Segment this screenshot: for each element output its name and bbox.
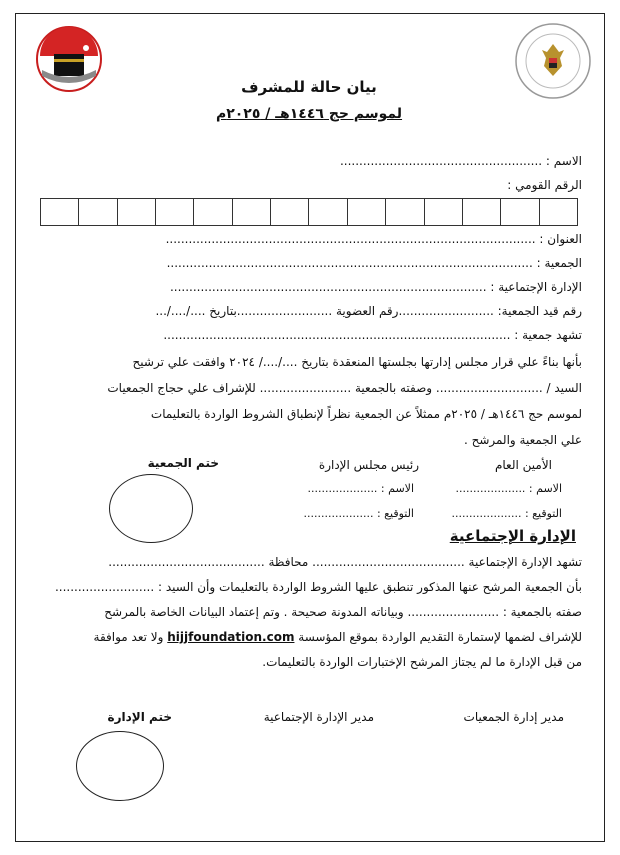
hajj-logo xyxy=(36,26,102,92)
address-field: العنوان : ................................................................................................. xyxy=(165,232,582,246)
id-cell xyxy=(232,199,270,225)
foundation-link[interactable]: hijjfoundation.com xyxy=(167,630,295,644)
association-field: الجمعية : ................................................................................................ xyxy=(166,256,582,270)
section2-line-4a: للإشراف لضمها لإستمارة التقديم الواردة بموقع المؤسسة xyxy=(298,630,582,644)
social-admin-heading: الإدارة الإجتماعية xyxy=(449,527,576,545)
id-cell xyxy=(193,199,231,225)
id-cell xyxy=(500,199,538,225)
section2-line-4 xyxy=(94,630,582,644)
body-line-4: علي الجمعية والمرشح . xyxy=(463,433,582,447)
section2-line-5: من قبل الإدارة ما لم يجتاز المرشح الإختبارات الواردة بالتعليمات. xyxy=(262,655,582,669)
admin-stamp-label: ختم الإدارة xyxy=(107,710,172,724)
social-admin-field: الإدارة الإجتماعية : ................................................................................... xyxy=(169,280,582,294)
id-cell xyxy=(347,199,385,225)
section2-line-2: بأن الجمعية المرشح عنها المذكور تنطبق عليها الشروط الواردة بالتعليمات وأن السيد : .......................... xyxy=(54,580,582,594)
national-id-boxes xyxy=(40,198,578,226)
name-field: الاسم : ..................................................... xyxy=(339,154,582,168)
chairman-name: الاسم : .................... xyxy=(307,482,414,495)
secretary-label: الأمين العام xyxy=(494,458,552,472)
id-cell xyxy=(270,199,308,225)
document-title: بيان حالة للمشرف xyxy=(241,78,377,96)
section2-line-4b: ولا تعد موافقة xyxy=(93,630,164,644)
id-cell xyxy=(155,199,193,225)
id-cell xyxy=(117,199,155,225)
body-line-2: السيد / ............................ وصفته بالجمعية ........................ للإشراف علي حجاج الجمعيات xyxy=(107,381,582,395)
association-stamp-circle xyxy=(109,474,193,543)
id-cell xyxy=(308,199,346,225)
national-id-label: الرقم القومي : xyxy=(507,178,582,192)
document-subtitle: لموسم حج ١٤٤٦هـ / ٢٠٢٥م xyxy=(215,106,403,122)
section2-line-3: صفته بالجمعية : ........................ وبياناته المدونة صحيحة . وتم إعتماد البيانات الخاصة بالمرشح xyxy=(104,605,582,619)
chairman-signature: التوقيع : .................... xyxy=(303,507,414,520)
id-cell xyxy=(385,199,423,225)
certifies-field: تشهد جمعية : ........................................................................................... xyxy=(163,328,582,342)
section2-line-1: تشهد الإدارة الإجتماعية ........................................ محافظة ......................................... xyxy=(108,555,582,569)
social-admin-manager-label: مدير الإدارة الإجتماعية xyxy=(263,710,374,724)
body-line-1: بأنها بناءً علي قرار مجلس إدارتها بجلستها المنعقدة بتاريخ ..../..../ ٢٠٢٤ وافقت علي ترشيح xyxy=(132,355,582,369)
id-cell xyxy=(41,199,78,225)
id-cell xyxy=(462,199,500,225)
id-cell xyxy=(78,199,116,225)
registration-field: رقم قيد الجمعية: .........................رقم العضوية .........................بتاريخ ..../..../... xyxy=(155,304,582,318)
id-cell xyxy=(424,199,462,225)
association-stamp-label: ختم الجمعية xyxy=(147,456,219,470)
secretary-signature: التوقيع : .................... xyxy=(451,507,562,520)
body-line-3: لموسم حج ١٤٤٦هـ / ٢٠٢٥م ممثلاً عن الجمعية نظراً لإنطباق الشروط الواردة بالتعليمات xyxy=(150,407,582,421)
secretary-name: الاسم : .................... xyxy=(455,482,562,495)
id-cell xyxy=(539,199,577,225)
associations-manager-label: مدير إدارة الجمعيات xyxy=(463,710,564,724)
chairman-label: رئيس مجلس الإدارة xyxy=(318,458,419,472)
ministry-logo xyxy=(514,22,592,100)
admin-stamp-circle xyxy=(76,731,164,801)
document-page xyxy=(15,13,605,842)
